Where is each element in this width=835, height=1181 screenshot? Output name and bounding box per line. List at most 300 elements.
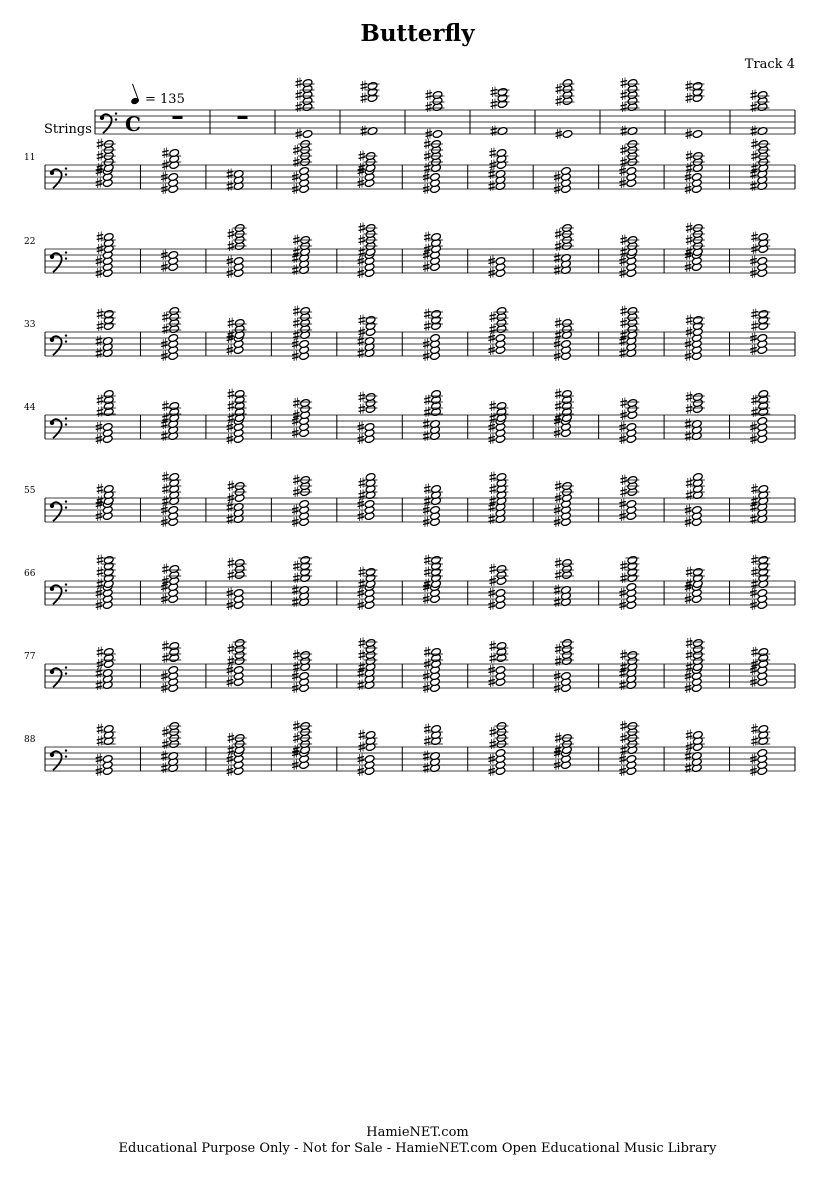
measure [730, 724, 771, 777]
sharp-icon [162, 484, 169, 495]
sharp-bar [554, 591, 561, 593]
sharp-bar [359, 154, 366, 156]
sharp-icon [489, 641, 496, 652]
sharp-bar [96, 757, 103, 759]
sharp-icon [97, 736, 104, 747]
sharp-bar [424, 665, 431, 667]
sharp-bar [161, 256, 168, 258]
sharp-bar [423, 597, 430, 599]
sharp-bar [620, 490, 627, 492]
sharp-icon [620, 318, 627, 329]
sharp-bar [491, 132, 498, 134]
sharp-icon [359, 404, 366, 415]
sharp-icon [358, 336, 365, 347]
sharp-icon [97, 567, 104, 578]
sharp-icon [359, 730, 366, 741]
sharp-bar [359, 736, 366, 738]
sharp-icon [554, 585, 561, 596]
sharp-bar [685, 422, 692, 424]
sharp-icon [686, 638, 693, 649]
sharp-bar [685, 357, 692, 359]
sharp-bar [619, 757, 626, 759]
sharp-bar [621, 132, 628, 134]
sharp-bar [555, 573, 562, 575]
sharp-bar [97, 727, 104, 729]
sharp-icon [359, 579, 366, 590]
sharp-bar [228, 404, 235, 406]
sharp-bar [423, 757, 430, 759]
sharp-icon [489, 148, 496, 159]
measure [206, 165, 244, 191]
measure [664, 638, 705, 694]
sharp-icon [751, 567, 758, 578]
measure [402, 555, 443, 606]
sharp-icon [751, 724, 758, 735]
sharp-icon [488, 169, 495, 180]
score-title: Butterfly [360, 20, 475, 47]
sharp-bar [554, 511, 561, 513]
sharp-bar [359, 166, 366, 168]
sharp-bar [227, 437, 234, 439]
sharp-bar [97, 739, 104, 741]
sharp-bar [685, 342, 692, 344]
bass-clef-dot-lower [65, 672, 67, 674]
measure-number: 77 [24, 652, 36, 662]
measure [271, 139, 312, 194]
sharp-bar [423, 425, 430, 427]
sharp-icon [359, 478, 366, 489]
sharp-bar [361, 129, 368, 131]
sharp-bar [161, 190, 168, 192]
sharp-bar [228, 244, 235, 246]
sharp-bar [97, 410, 104, 412]
sharp-bar [424, 398, 431, 400]
sharp-bar [488, 428, 495, 430]
sharp-bar [489, 419, 496, 421]
sharp-icon [424, 163, 431, 174]
sharp-bar [358, 505, 365, 507]
sharp-bar [293, 478, 300, 480]
sharp-icon [686, 404, 693, 415]
sharp-bar [359, 484, 366, 486]
sharp-icon [686, 730, 693, 741]
sharp-bar [423, 345, 430, 347]
sharp-bar [556, 132, 563, 134]
sharp-bar [489, 404, 496, 406]
sharp-bar [555, 232, 562, 234]
sharp-bar [96, 428, 103, 430]
sharp-icon [296, 90, 303, 101]
sharp-bar [750, 187, 757, 189]
staff-system [24, 638, 795, 694]
sharp-bar [424, 166, 431, 168]
sharp-bar [686, 484, 693, 486]
sharp-bar [293, 490, 300, 492]
sharp-bar [488, 271, 495, 273]
tempo-value: = 135 [145, 92, 185, 107]
sharp-bar [554, 354, 561, 356]
sharp-bar [161, 357, 168, 359]
sharp-bar [227, 769, 234, 771]
sharp-bar [424, 169, 431, 171]
sharp-bar [621, 129, 628, 131]
sharp-bar [685, 175, 692, 177]
sharp-bar [227, 425, 234, 427]
sharp-bar [750, 603, 757, 605]
sharp-bar [359, 333, 366, 335]
sharp-bar [619, 769, 626, 771]
sharp-bar [751, 315, 758, 317]
sharp-bar [685, 597, 692, 599]
sharp-bar [359, 330, 366, 332]
sharp-bar [685, 757, 692, 759]
sharp-bar [296, 135, 303, 137]
sharp-icon [620, 398, 627, 409]
sharp-bar [227, 520, 234, 522]
sharp-bar [358, 342, 365, 344]
sharp-icon [750, 181, 757, 192]
measure-number: 88 [24, 735, 36, 745]
sharp-icon [489, 484, 496, 495]
sharp-bar [292, 511, 299, 513]
sharp-bar [97, 235, 104, 237]
sharp-bar [685, 268, 692, 270]
sharp-bar [162, 656, 169, 658]
sharp-bar [423, 686, 430, 688]
sharp-bar [358, 591, 365, 593]
sharp-bar [97, 585, 104, 587]
measure [664, 223, 705, 274]
sharp-icon [424, 496, 431, 507]
sharp-bar [426, 105, 433, 107]
sharp-bar [424, 739, 431, 741]
sharp-bar [555, 416, 562, 418]
measure [664, 730, 705, 774]
sharp-bar [423, 268, 430, 270]
sharp-bar [293, 413, 300, 415]
sharp-bar [97, 327, 104, 329]
sharp-bar [361, 99, 368, 101]
sharp-bar [228, 499, 235, 501]
sharp-bar [751, 582, 758, 584]
sharp-bar [554, 603, 561, 605]
sharp-bar [423, 265, 430, 267]
measure-number: 55 [24, 486, 36, 496]
sharp-bar [750, 175, 757, 177]
measure [96, 724, 116, 777]
sharp-icon [162, 564, 169, 575]
sharp-bar [358, 603, 365, 605]
sharp-bar [619, 428, 626, 430]
sharp-bar [488, 606, 495, 608]
sharp-bar [488, 348, 495, 350]
sharp-bar [554, 689, 561, 691]
sharp-bar [488, 520, 495, 522]
sharp-bar [162, 166, 169, 168]
whole-rest-icon [173, 116, 183, 119]
sharp-bar [619, 517, 626, 519]
bass-clef-dot [50, 255, 54, 259]
sharp-icon [423, 419, 430, 430]
sharp-bar [621, 81, 628, 83]
sharp-bar [161, 769, 168, 771]
sharp-bar [228, 235, 235, 237]
sharp-bar [619, 591, 626, 593]
bass-clef-icon [100, 112, 117, 133]
sharp-bar [488, 772, 495, 774]
sharp-icon [426, 90, 433, 101]
sharp-bar [161, 268, 168, 270]
staff-system [24, 223, 795, 279]
sharp-bar [685, 345, 692, 347]
sharp-bar [620, 404, 627, 406]
sharp-bar [491, 93, 498, 95]
sharp-bar [620, 567, 627, 569]
sharp-bar [228, 650, 235, 652]
sharp-icon [228, 745, 235, 756]
sharp-bar [750, 683, 757, 685]
sharp-icon [293, 330, 300, 341]
sharp-bar [489, 733, 496, 735]
sharp-bar [555, 247, 562, 249]
sharp-bar [359, 241, 366, 243]
measure [206, 223, 247, 278]
sharp-bar [227, 772, 234, 774]
sharp-icon [162, 148, 169, 159]
bass-clef-dot-lower [65, 506, 67, 508]
sharp-icon [359, 247, 366, 258]
sharp-bar [358, 259, 365, 261]
sharp-icon [488, 514, 495, 525]
sharp-icon [489, 324, 496, 335]
sharp-bar [228, 392, 235, 394]
sharp-bar [161, 686, 168, 688]
sharp-bar [489, 742, 496, 744]
sharp-bar [424, 502, 431, 504]
sharp-bar [359, 656, 366, 658]
staff-system [24, 306, 795, 362]
sharp-bar [489, 490, 496, 492]
sharp-bar [227, 591, 234, 593]
sharp-bar [751, 585, 758, 587]
sharp-bar [751, 105, 758, 107]
sharp-icon [685, 763, 692, 774]
sharp-bar [423, 674, 430, 676]
sharp-bar [489, 579, 496, 581]
sharp-bar [292, 766, 299, 768]
sharp-bar [750, 508, 757, 510]
sharp-icon [358, 348, 365, 359]
sharp-bar [685, 437, 692, 439]
sharp-icon [619, 348, 626, 359]
sharp-bar [620, 579, 627, 581]
sharp-bar [423, 342, 430, 344]
bass-clef-icon [50, 251, 67, 272]
sharp-bar [686, 582, 693, 584]
sharp-bar [751, 561, 758, 563]
sharp-bar [97, 490, 104, 492]
sharp-bar [686, 668, 693, 670]
sharp-bar [293, 404, 300, 406]
bass-clef-dot-upper [65, 749, 67, 751]
sharp-bar [359, 321, 366, 323]
measure [337, 223, 378, 279]
sharp-icon [556, 96, 563, 107]
footer-site: HamieNET.com [366, 1125, 469, 1140]
sharp-bar [619, 440, 626, 442]
sharp-bar [488, 757, 495, 759]
measure [275, 78, 315, 140]
sharp-icon [424, 567, 431, 578]
sharp-bar [359, 410, 366, 412]
sharp-bar [489, 327, 496, 329]
sharp-bar [554, 674, 561, 676]
sharp-bar [161, 588, 168, 590]
sharp-bar [162, 478, 169, 480]
sharp-bar [686, 238, 693, 240]
sharp-icon [227, 502, 234, 513]
sharp-bar [359, 238, 366, 240]
sharp-bar [228, 247, 235, 249]
sharp-bar [293, 321, 300, 323]
sharp-bar [359, 226, 366, 228]
sharp-bar [555, 392, 562, 394]
sharp-icon [491, 87, 498, 98]
sharp-bar [685, 190, 692, 192]
sharp-icon [359, 490, 366, 501]
sharp-bar [554, 187, 561, 189]
sharp-icon [751, 736, 758, 747]
sharp-bar [293, 160, 300, 162]
sharp-bar [554, 178, 561, 180]
sharp-bar [293, 748, 300, 750]
sharp-bar [96, 517, 103, 519]
bass-clef-dot [50, 338, 54, 342]
whole-rest-icon [238, 116, 248, 119]
sharp-bar [620, 309, 627, 311]
sharp-bar [293, 333, 300, 335]
sharp-icon [621, 90, 628, 101]
sharp-bar [555, 333, 562, 335]
sharp-bar [162, 151, 169, 153]
sharp-bar [686, 226, 693, 228]
sharp-bar [619, 772, 626, 774]
sharp-bar [292, 674, 299, 676]
sharp-bar [686, 656, 693, 658]
sharp-icon [620, 247, 627, 258]
sharp-bar [685, 508, 692, 510]
sharp-bar [227, 271, 234, 273]
bass-clef-dot-upper [65, 500, 67, 502]
sharp-bar [423, 187, 430, 189]
sharp-icon [97, 579, 104, 590]
bass-clef-dot [50, 753, 54, 757]
sharp-bar [554, 271, 561, 273]
sharp-bar [489, 315, 496, 317]
sharp-bar [358, 262, 365, 264]
sharp-bar [686, 241, 693, 243]
sharp-bar [292, 591, 299, 593]
sharp-bar [686, 733, 693, 735]
sharp-bar [554, 588, 561, 590]
sharp-bar [162, 315, 169, 317]
sharp-bar [685, 677, 692, 679]
sharp-bar [620, 333, 627, 335]
sharp-bar [423, 354, 430, 356]
sharp-icon [555, 644, 562, 655]
sharp-bar [162, 742, 169, 744]
bass-clef-dot-upper [65, 417, 67, 419]
sharp-icon [161, 751, 168, 762]
measure [533, 165, 571, 194]
sharp-bar [97, 499, 104, 501]
measure [468, 721, 509, 776]
sharp-bar [423, 769, 430, 771]
sharp-bar [620, 724, 627, 726]
sharp-bar [96, 674, 103, 676]
sharp-bar [292, 271, 299, 273]
bass-clef-icon [50, 417, 67, 438]
sharp-bar [489, 151, 496, 153]
sharp-bar [358, 271, 365, 273]
sharp-icon [620, 745, 627, 756]
sharp-bar [161, 677, 168, 679]
sharp-bar [358, 674, 365, 676]
sharp-bar [161, 437, 168, 439]
sharp-icon [555, 330, 562, 341]
sharp-bar [97, 157, 104, 159]
sharp-icon [293, 318, 300, 329]
sharp-bar [423, 511, 430, 513]
sharp-bar [685, 520, 692, 522]
staff-system [24, 721, 795, 777]
sharp-icon [228, 558, 235, 569]
measure [468, 401, 509, 445]
sharp-bar [620, 241, 627, 243]
sharp-bar [556, 135, 563, 137]
sharp-bar [554, 434, 561, 436]
sharp-icon [751, 90, 758, 101]
sharp-bar [686, 644, 693, 646]
measure-number: 22 [24, 237, 36, 247]
sharp-bar [424, 561, 431, 563]
instrument-name: Strings [44, 122, 92, 137]
sharp-icon [555, 318, 562, 329]
bass-clef-icon [50, 167, 67, 188]
sharp-bar [161, 766, 168, 768]
sharp-bar [227, 757, 234, 759]
sharp-bar [619, 262, 626, 264]
sharp-bar [620, 736, 627, 738]
sharp-icon [685, 431, 692, 442]
sharp-bar [686, 166, 693, 168]
sharp-bar [620, 656, 627, 658]
bass-clef-dot [50, 670, 54, 674]
sharp-bar [750, 517, 757, 519]
sharp-bar [489, 416, 496, 418]
measure-number: 11 [24, 153, 36, 163]
sharp-bar [162, 644, 169, 646]
measure [96, 484, 116, 522]
sharp-bar [619, 437, 626, 439]
sharp-bar [424, 315, 431, 317]
sharp-bar [292, 763, 299, 765]
sharp-icon [621, 78, 628, 89]
sharp-bar [555, 736, 562, 738]
sharp-bar [293, 567, 300, 569]
sharp-bar [685, 689, 692, 691]
sharp-bar [751, 166, 758, 168]
